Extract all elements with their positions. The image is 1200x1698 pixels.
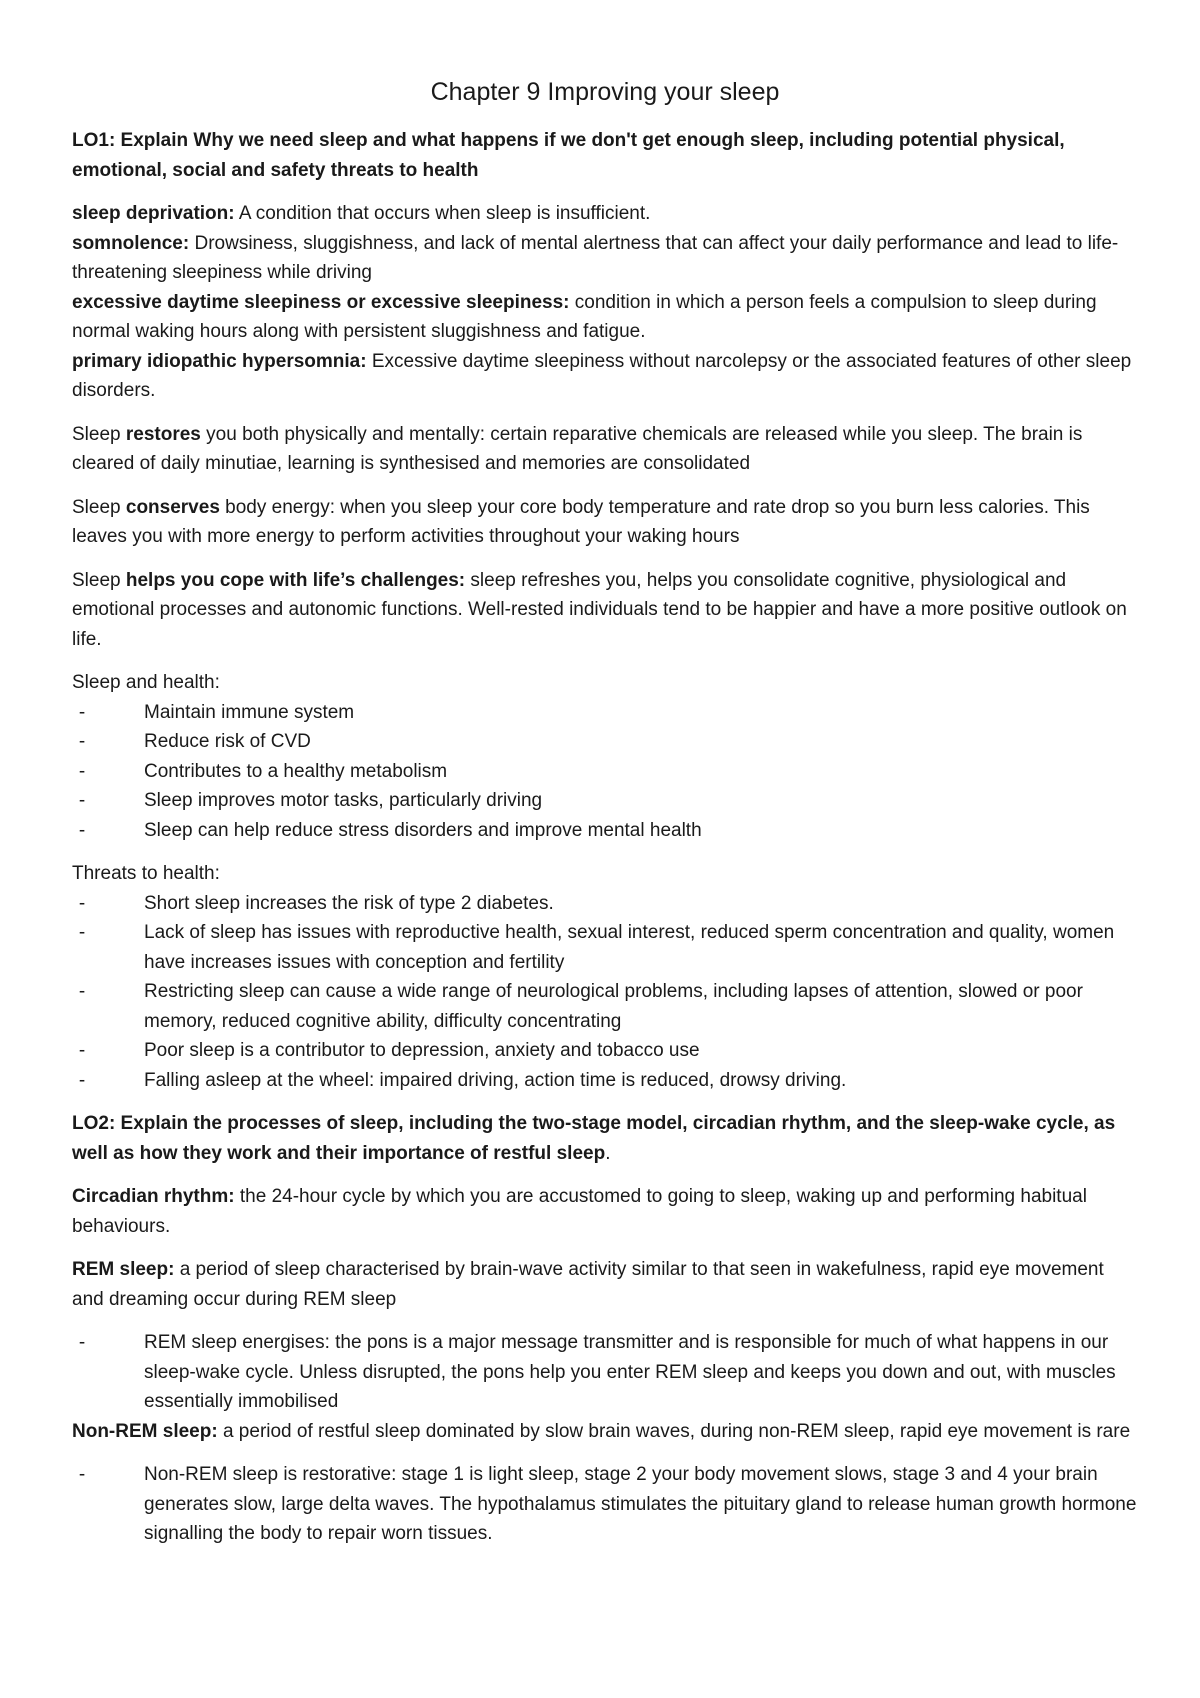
list-item: - REM sleep energises: the pons is a major message transmitter and is responsible for much of what happens in our sleep-wake cycle. Unless disrupted, the pons help you enter REM sleep and keeps you down and out, with muscles essentially immobilised [72,1328,1138,1417]
paragraph-text: you both physically and mentally: certain reparative chemicals are released while you sleep. The brain is cleared of daily minutiae, learning is synthesised and memories are consolidated [72,423,1083,474]
definition-term: excessive daytime sleepiness or excessive sleepiness: [72,291,570,313]
list-item: - Lack of sleep has issues with reproductive health, sexual interest, reduced sperm concentration and quality, women have increases issues with conception and fertility [72,918,1138,977]
page-title: Chapter 9 Improving your sleep [430,78,780,106]
list-item: - Restricting sleep can cause a wide range of neurological problems, including lapses of attention, slowed or poor memory, reduced cognitive ability, difficulty concentrating [72,977,1138,1036]
nonrem-list [72,1460,1138,1549]
definition-term: somnolence: [72,232,190,254]
definition-sleep-deprivation [72,199,1138,229]
lo2-heading [72,1109,1138,1168]
definition-term: primary idiopathic hypersomnia: [72,350,367,372]
paragraph-text: body energy: when you sleep your core body temperature and rate drop so you burn less calories. This leaves you with more energy to perform activities throughout your waking hours [72,496,1090,547]
threats-list [72,889,1138,1096]
paragraph-keyword: REM sleep: [72,1259,175,1280]
definition-text: condition in which a person feels a compulsion to sleep during normal waking hours along with persistent sluggishness and fatigue. [72,291,1097,342]
paragraph-text: the 24-hour cycle by which you are accustomed to going to sleep, waking up and performing habitual behaviours. [72,1186,1087,1237]
circadian-paragraph [72,1182,1138,1241]
sleep-health-list [72,698,1138,846]
list-item: - Falling asleep at the wheel: impaired driving, action time is reduced, drowsy driving. [72,1066,1138,1096]
paragraph-keyword: conserves [125,496,220,518]
lo2-tail: . [605,1142,611,1164]
definition-excessive-sleepiness [72,288,1138,347]
paragraph-keyword: Non-REM sleep: [72,1420,218,1442]
restores-paragraph [72,420,1138,479]
lo1-heading: LO1: Explain Why we need sleep and what happens if we don't get enough sleep, including potential physical, emotional, social and safety threats to health [72,130,1065,181]
paragraph-keyword: restores [125,423,201,445]
paragraph-keyword: Circadian rhythm: [72,1186,235,1207]
paragraph-keyword: helps you cope with life’s challenges: [125,569,466,591]
threats-section [72,859,1138,1095]
definition-term: sleep deprivation: [72,203,235,224]
definition-text: Drowsiness, sluggishness, and lack of mental alertness that can affect your daily performance and lead to life-threatening sleepiness while driving [72,232,1119,283]
definition-text: A condition that occurs when sleep is insufficient. [234,203,651,224]
list-item: - Contributes to a healthy metabolism [72,757,1138,787]
list-item: - Maintain immune system [72,698,1138,728]
conserves-paragraph [72,493,1138,552]
paragraph-prefix: Sleep [72,569,126,591]
list-item: - Reduce risk of CVD [72,727,1138,757]
paragraph-text: sleep refreshes you, helps you consolidate cognitive, physiological and emotional processes and autonomic functions. Well-rested individuals tend to be happier and have a more positive outlook on life. [72,569,1127,650]
lo2-text: LO2: Explain the processes of sleep, including the two-stage model, circadian rhythm, and the sleep-wake cycle, as well as how they work and their importance of restful sleep [72,1113,1116,1164]
definitions-block [72,199,1138,406]
helps-paragraph [72,566,1138,655]
document-page [72,74,1138,1549]
definition-text: Excessive daytime sleepiness without narcolepsy or the associated features of other sleep disorders. [72,350,1132,401]
paragraph-text: a period of restful sleep dominated by slow brain waves, during non-REM sleep, rapid eye movement is rare [217,1420,1131,1442]
paragraph-prefix: Sleep [72,423,126,445]
paragraph-text: a period of sleep characterised by brain-wave activity similar to that seen in wakefulness, rapid eye movement and dreaming occur during REM sleep [72,1259,1104,1310]
rem-paragraph [72,1255,1138,1314]
sleep-health-section [72,668,1138,845]
list-item: - Non-REM sleep is restorative: stage 1 is light sleep, stage 2 your body movement slows, stage 3 and 4 your brain generates slow, large delta waves. The hypothalamus stimulates the pituitary gland to release human growth hormone signalling the body to repair worn tissues. [72,1460,1138,1549]
rem-list [72,1328,1138,1417]
definition-somnolence [72,229,1138,288]
definition-hypersomnia [72,347,1138,406]
nonrem-paragraph [72,1417,1138,1447]
sleep-health-heading: Sleep and health: [72,672,220,693]
list-item: - Sleep improves motor tasks, particularly driving [72,786,1138,816]
list-item: - Short sleep increases the risk of type 2 diabetes. [72,889,1138,919]
paragraph-prefix: Sleep [72,496,126,518]
list-item: - Poor sleep is a contributor to depression, anxiety and tobacco use [72,1036,1138,1066]
list-item: - Sleep can help reduce stress disorders and improve mental health [72,816,1138,846]
threats-heading: Threats to health: [72,863,220,884]
